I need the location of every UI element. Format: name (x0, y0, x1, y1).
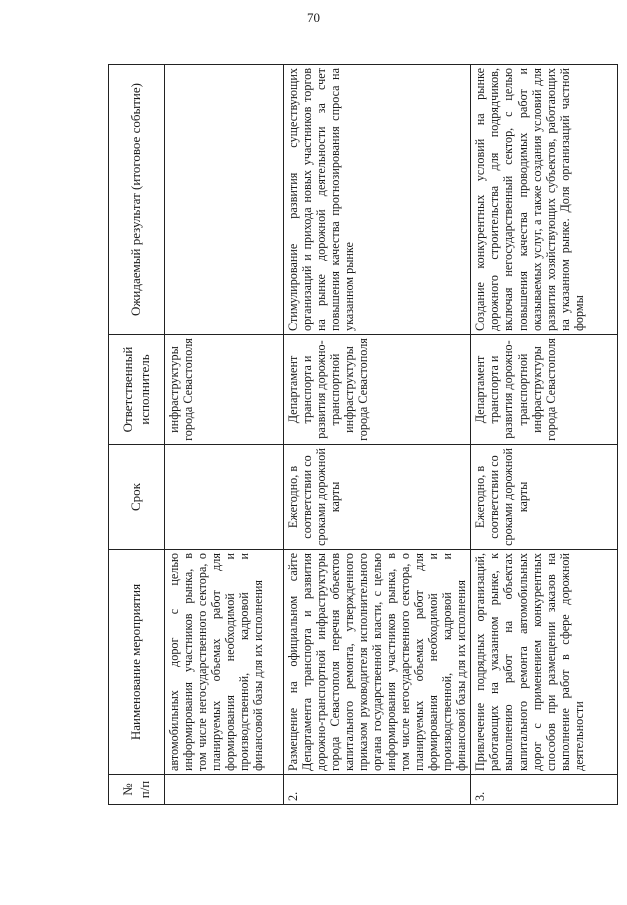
header-name: Наименование мероприятия (109, 550, 165, 775)
row-term: Ежегодно, в соответствии со сроками дорожной карты (284, 445, 471, 550)
row-num (165, 775, 284, 805)
row-num: 2. (284, 775, 471, 805)
table-row (471, 65, 618, 805)
table-header-row (109, 65, 165, 805)
page-number: 70 (307, 10, 320, 25)
row-name: Размещение на официальном сайте Департамента транспорта и развития дорожно-транспортной инфраструктуры города Севастополя перечня объектов капитального ремонта, утвержденного приказом руководителя исполнительного органа государственной власти, с целью информирования участников рынка, в том числе негосударственного сектора, о планируемых объемах работ для формирования необходимой и производственной, кадровой и финансовой базы для их исполнения (284, 550, 471, 775)
header-executor: Ответственный исполнитель (109, 335, 165, 445)
header-num: № п/п (109, 775, 165, 805)
row-executor: инфраструктуры города Севастополя (165, 335, 284, 445)
header-result: Ожидаемый результат (итоговое событие) (109, 65, 165, 335)
row-name: Привлечение подрядных организаций, работающих на указанном рынке, к выполнению работ на объектах капитального ремонта автомобильных дорог с применением конкурентных способов при размещении заказов на выполнение работ в сфере дорожной деятельности (471, 550, 618, 775)
header-term: Срок (109, 445, 165, 550)
row-executor: Департамент транспорта и развития дорожно-транспортной инфраструктуры города Севастополя (471, 335, 618, 445)
row-result: Стимулирование развития существующих организаций и прихода новых участников торгов на рынке дорожной деятельности за счет повышения качества прогнозирования спроса на указанном рынке (284, 65, 471, 335)
table-row (284, 65, 471, 805)
row-result (165, 65, 284, 335)
table-row (165, 65, 284, 805)
row-num: 3. (471, 775, 618, 805)
row-term (165, 445, 284, 550)
row-name: автомобильных дорог с целью информирования участников рынка, в том числе негосударственного сектора, о планируемых объемах работ для формирования необходимой и производственной, кадровой и финансовой базы для их исполнения (165, 550, 284, 775)
row-result: Создание конкурентных условий на рынке дорожного строительства для подрядчиков, включая негосударственный сектор, с целью повышения качества проводимых работ и оказываемых услуг, а также создания условий для развития хозяйствующих субъектов, работающих на указанном рынке. Доля организаций частной формы (471, 65, 618, 335)
row-executor: Департамент транспорта и развития дорожно-транспортной инфраструктуры города Севастополя (284, 335, 471, 445)
row-term: Ежегодно, в соответствии со сроками дорожной карты (471, 445, 618, 550)
measures-table (108, 64, 618, 805)
rotated-table-container (108, 65, 613, 805)
